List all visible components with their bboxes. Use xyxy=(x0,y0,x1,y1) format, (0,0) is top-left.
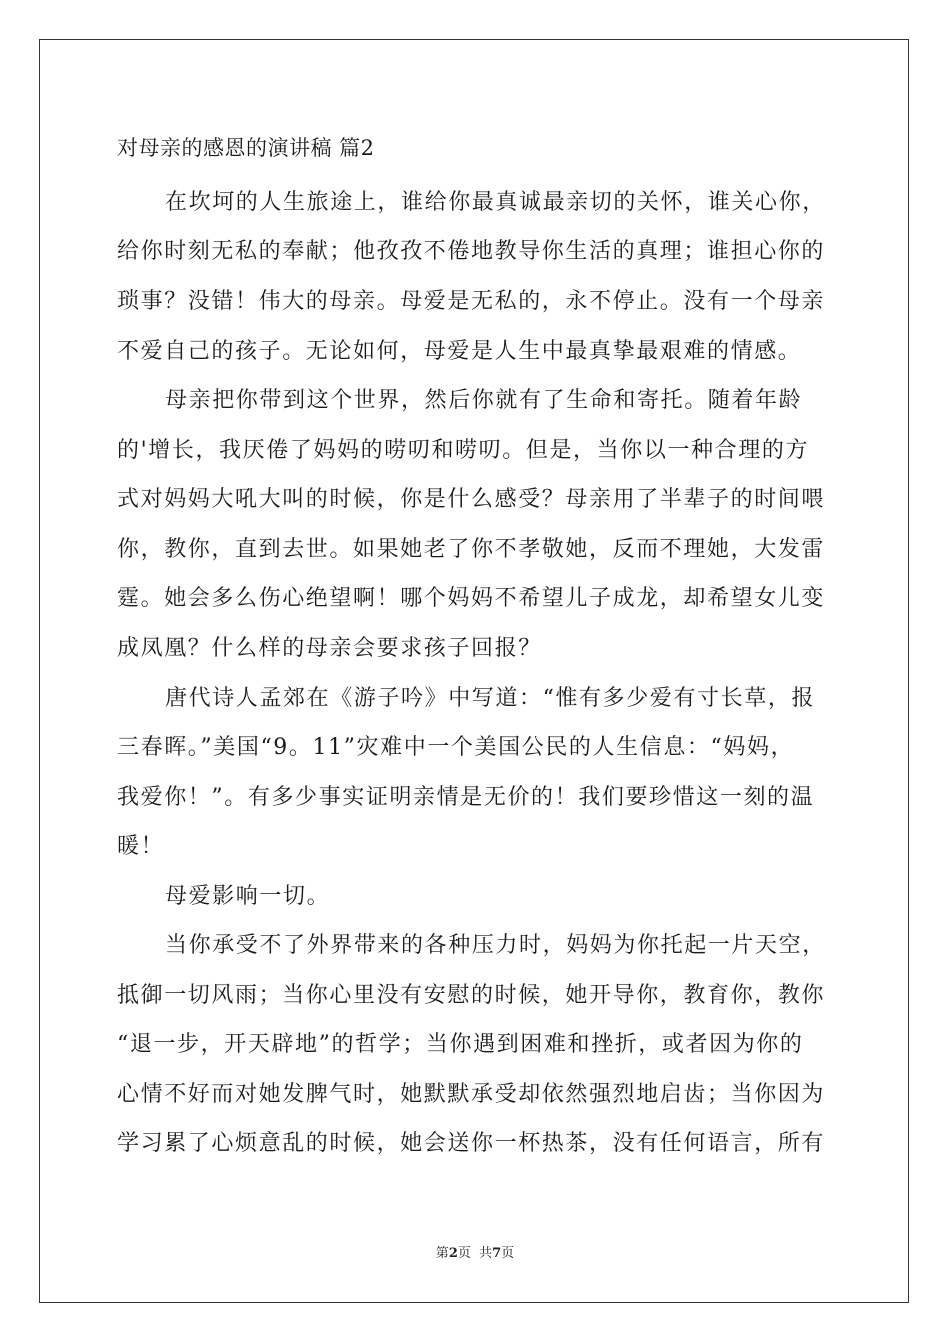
page-suffix: 页 xyxy=(501,1246,515,1261)
page-mid: 页 共 xyxy=(457,1246,493,1261)
text-line: 唐代诗人孟郊在《游子吟》中写道：“惟有多少爱有寸长草，报 xyxy=(165,686,816,711)
text-line: 你，教你，直到去世。如果她老了你不孝敬她，反而不理她，大发雷 xyxy=(117,537,826,562)
page-footer xyxy=(0,1245,950,1263)
text-line: 霆。她会多么伤心绝望啊！哪个妈妈不希望儿子成龙，却希望女儿变 xyxy=(117,586,826,611)
page-frame xyxy=(39,39,909,1303)
text-line: 暖！ xyxy=(117,834,165,859)
text-line: 成凤凰？什么样的母亲会要求孩子回报？ xyxy=(117,636,542,661)
page-current: 2 xyxy=(448,1246,458,1261)
document-title: 对母亲的感恩的演讲稿 篇2 xyxy=(117,136,375,160)
page-prefix: 第 xyxy=(435,1246,449,1261)
page-total: 7 xyxy=(492,1246,502,1261)
text-line: 给你时刻无私的奉献；他孜孜不倦地教导你生活的真理；谁担心你的 xyxy=(117,239,826,264)
text-line: 抵御一切风雨；当你心里没有安慰的时候，她开导你，教育你，教你 xyxy=(117,983,826,1008)
text-line: 母爱影响一切。 xyxy=(165,884,331,909)
text-line: 式对妈妈大吼大叫的时候，你是什么感受？母亲用了半辈子的时间喂 xyxy=(117,487,826,512)
text-line: 学习累了心烦意乱的时候，她会送你一杯热茶，没有任何语言，所有 xyxy=(117,1131,826,1156)
text-line: 母亲把你带到这个世界，然后你就有了生命和寄托。随着年龄 xyxy=(165,388,803,413)
text-line: 不爱自己的孩子。无论如何，母爱是人生中最真挚最艰难的情感。 xyxy=(117,339,802,364)
text-line: 三春晖。”美国“9。11”灾难中一个美国公民的人生信息：“妈妈， xyxy=(117,735,795,760)
text-line: 心情不好而对她发脾气时，她默默承受却依然强烈地启齿；当你因为 xyxy=(117,1082,826,1107)
text-line: 当你承受不了外界带来的各种压力时，妈妈为你托起一片天空， xyxy=(165,933,826,958)
text-line: 在坎坷的人生旅途上，谁给你最真诚最亲切的关怀，谁关心你， xyxy=(165,190,826,215)
text-line: 的'增长，我厌倦了妈妈的唠叨和唠叨。但是，当你以一种合理的方 xyxy=(117,438,810,463)
text-line: “退一步，开天辟地”的哲学；当你遇到困难和挫折，或者因为你的 xyxy=(117,1032,804,1057)
text-line: 琐事？没错！伟大的母亲。母爱是无私的，永不停止。没有一个母亲 xyxy=(117,289,826,314)
text-line: 我爱你！”。有多少事实证明亲情是无价的！我们要珍惜这一刻的温 xyxy=(117,785,815,810)
